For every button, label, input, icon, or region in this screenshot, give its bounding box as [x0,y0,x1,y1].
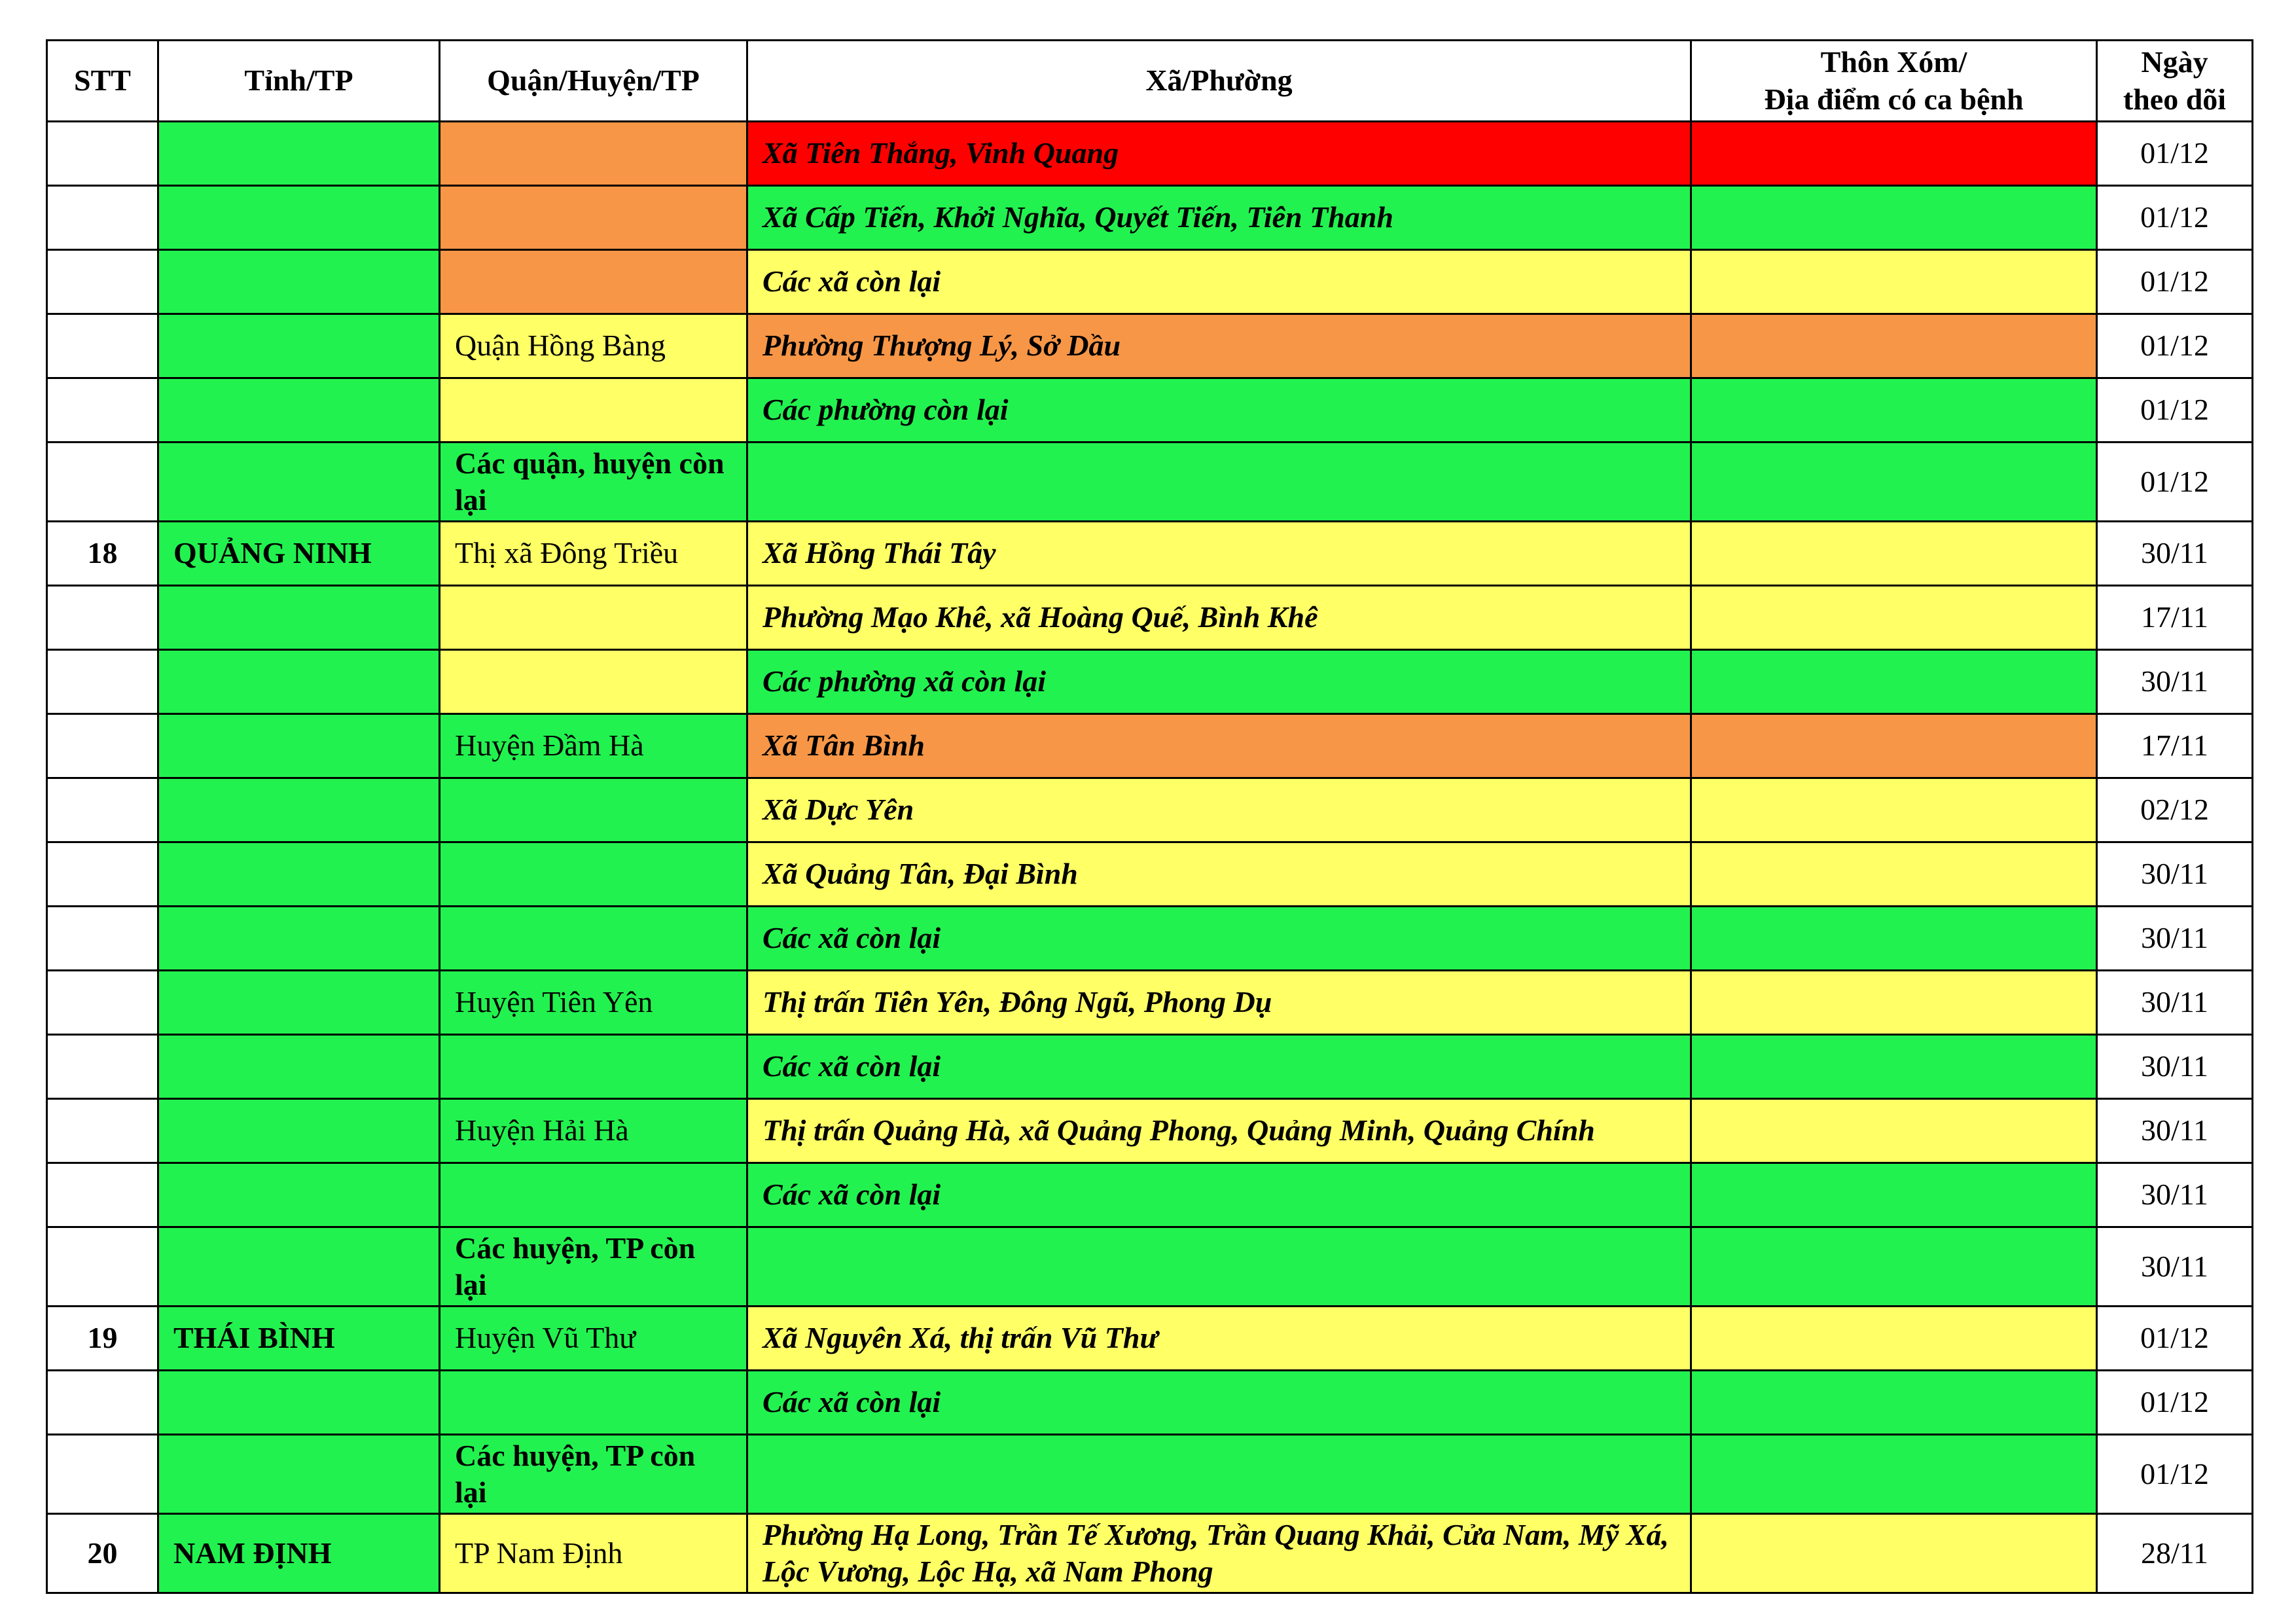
stt-cell [47,1099,158,1163]
village-cell [1691,314,2097,378]
province-cell [158,1099,440,1163]
district-cell [440,1163,747,1227]
table-row [47,122,2253,186]
district-cell: Các huyện, TP còn lại [440,1435,747,1514]
table-row [47,442,2253,522]
stt-cell [47,1371,158,1435]
date-cell: 30/11 [2097,971,2253,1035]
stt-cell [47,314,158,378]
table-row [47,714,2253,778]
village-cell [1691,971,2097,1035]
date-cell: 30/11 [2097,522,2253,586]
province-cell [158,842,440,907]
province-cell [158,778,440,842]
header-stt: STT [47,41,158,122]
table-row [47,586,2253,650]
stt-cell [47,1227,158,1307]
district-cell [440,907,747,971]
district-cell: Huyện Đầm Hà [440,714,747,778]
province-cell [158,907,440,971]
header-province: Tỉnh/TP [158,41,440,122]
date-cell: 17/11 [2097,586,2253,650]
province-cell [158,186,440,250]
ward-cell: Các xã còn lại [747,907,1691,971]
stt-cell [47,907,158,971]
table-row [47,1163,2253,1227]
village-cell [1691,714,2097,778]
table-row [47,842,2253,907]
stt-cell [47,186,158,250]
stt-cell: 19 [47,1307,158,1371]
date-cell: 01/12 [2097,378,2253,442]
district-cell: Thị xã Đông Triều [440,522,747,586]
village-cell [1691,1035,2097,1099]
date-cell: 30/11 [2097,1163,2253,1227]
stt-cell: 20 [47,1514,158,1593]
district-cell [440,842,747,907]
ward-cell: Thị trấn Quảng Hà, xã Quảng Phong, Quảng Minh, Quảng Chính [747,1099,1691,1163]
header-village-line1: Thôn Xóm/ [1820,45,1967,79]
village-cell [1691,650,2097,714]
date-cell: 30/11 [2097,1099,2253,1163]
province-cell [158,122,440,186]
ward-cell: Xã Tân Bình [747,714,1691,778]
ward-cell [747,1435,1691,1514]
ward-cell: Các xã còn lại [747,250,1691,314]
table-row [47,650,2253,714]
ward-cell: Các phường xã còn lại [747,650,1691,714]
date-cell: 01/12 [2097,314,2253,378]
table-row [47,1435,2253,1514]
header-ward: Xã/Phường [747,41,1691,122]
ward-cell: Các xã còn lại [747,1035,1691,1099]
district-cell [440,778,747,842]
province-cell: NAM ĐỊNH [158,1514,440,1593]
province-cell [158,1227,440,1307]
village-cell [1691,1435,2097,1514]
date-cell: 01/12 [2097,442,2253,522]
ward-cell: Xã Nguyên Xá, thị trấn Vũ Thư [747,1307,1691,1371]
ward-cell: Phường Thượng Lý, Sở Dầu [747,314,1691,378]
date-cell: 01/12 [2097,1435,2253,1514]
village-cell [1691,1514,2097,1593]
ward-cell: Phường Hạ Long, Trần Tế Xương, Trần Quang Khải, Cửa Nam, Mỹ Xá, Lộc Vương, Lộc Hạ, xã Nam Phong [747,1514,1691,1593]
village-cell [1691,842,2097,907]
table-row [47,1371,2253,1435]
district-cell [440,250,747,314]
ward-cell: Thị trấn Tiên Yên, Đông Ngũ, Phong Dụ [747,971,1691,1035]
header-village-line2: Địa điểm có ca bệnh [1764,82,2024,116]
province-cell [158,1035,440,1099]
ward-cell: Các phường còn lại [747,378,1691,442]
district-cell [440,186,747,250]
province-cell [158,1371,440,1435]
village-cell [1691,250,2097,314]
header-date-line2: theo dõi [2123,82,2227,116]
province-cell [158,250,440,314]
date-cell: 30/11 [2097,1227,2253,1307]
village-cell [1691,586,2097,650]
district-cell: Quận Hồng Bàng [440,314,747,378]
table-row [47,971,2253,1035]
ward-cell: Các xã còn lại [747,1163,1691,1227]
ward-cell [747,442,1691,522]
date-cell: 02/12 [2097,778,2253,842]
date-cell: 01/12 [2097,186,2253,250]
province-cell: QUẢNG NINH [158,522,440,586]
village-cell [1691,778,2097,842]
province-cell [158,442,440,522]
district-cell: Huyện Vũ Thư [440,1307,747,1371]
date-cell: 30/11 [2097,842,2253,907]
village-cell [1691,1371,2097,1435]
ward-cell: Xã Hồng Thái Tây [747,522,1691,586]
province-cell [158,971,440,1035]
ward-cell: Các xã còn lại [747,1371,1691,1435]
table-row [47,522,2253,586]
province-cell: THÁI BÌNH [158,1307,440,1371]
province-cell [158,714,440,778]
village-cell [1691,1099,2097,1163]
date-cell: 30/11 [2097,907,2253,971]
stt-cell [47,778,158,842]
date-cell: 17/11 [2097,714,2253,778]
header-date-line1: Ngày [2141,45,2208,79]
stt-cell [47,442,158,522]
table-row [47,1227,2253,1307]
date-cell: 30/11 [2097,650,2253,714]
table-row [47,1307,2253,1371]
date-cell: 01/12 [2097,250,2253,314]
stt-cell: 18 [47,522,158,586]
village-cell [1691,907,2097,971]
village-cell [1691,122,2097,186]
district-cell [440,1035,747,1099]
village-cell [1691,1163,2097,1227]
header-village [1691,41,2097,122]
stt-cell [47,1035,158,1099]
district-cell [440,378,747,442]
district-cell: Huyện Hải Hà [440,1099,747,1163]
stt-cell [47,122,158,186]
stt-cell [47,1163,158,1227]
date-cell: 01/12 [2097,122,2253,186]
ward-cell: Xã Cấp Tiến, Khởi Nghĩa, Quyết Tiến, Tiên Thanh [747,186,1691,250]
province-cell [158,314,440,378]
ward-cell [747,1227,1691,1307]
ward-cell: Xã Tiên Thắng, Vinh Quang [747,122,1691,186]
stt-cell [47,650,158,714]
header-row [47,41,2253,122]
village-cell [1691,1307,2097,1371]
stt-cell [47,250,158,314]
province-cell [158,586,440,650]
village-cell [1691,378,2097,442]
table-row [47,314,2253,378]
stt-cell [47,1435,158,1514]
table-row [47,1035,2253,1099]
covid-zone-table [46,39,2253,1594]
village-cell [1691,186,2097,250]
stt-cell [47,586,158,650]
province-cell [158,650,440,714]
table-row [47,1514,2253,1593]
table-row [47,378,2253,442]
stt-cell [47,714,158,778]
header-district: Quận/Huyện/TP [440,41,747,122]
district-cell: Các quận, huyện còn lại [440,442,747,522]
ward-cell: Xã Dực Yên [747,778,1691,842]
date-cell: 01/12 [2097,1307,2253,1371]
district-cell [440,122,747,186]
ward-cell: Xã Quảng Tân, Đại Bình [747,842,1691,907]
date-cell: 01/12 [2097,1371,2253,1435]
table-row [47,778,2253,842]
province-cell [158,378,440,442]
table-row [47,907,2253,971]
header-date [2097,41,2253,122]
date-cell: 30/11 [2097,1035,2253,1099]
district-cell: Các huyện, TP còn lại [440,1227,747,1307]
table-row [47,1099,2253,1163]
province-cell [158,1435,440,1514]
province-cell [158,1163,440,1227]
village-cell [1691,1227,2097,1307]
stt-cell [47,971,158,1035]
table-row [47,250,2253,314]
district-cell [440,650,747,714]
ward-cell: Phường Mạo Khê, xã Hoàng Quế, Bình Khê [747,586,1691,650]
district-cell: Huyện Tiên Yên [440,971,747,1035]
stt-cell [47,378,158,442]
table-row [47,186,2253,250]
district-cell [440,586,747,650]
district-cell [440,1371,747,1435]
village-cell [1691,522,2097,586]
stt-cell [47,842,158,907]
district-cell: TP Nam Định [440,1514,747,1593]
date-cell: 28/11 [2097,1514,2253,1593]
village-cell [1691,442,2097,522]
